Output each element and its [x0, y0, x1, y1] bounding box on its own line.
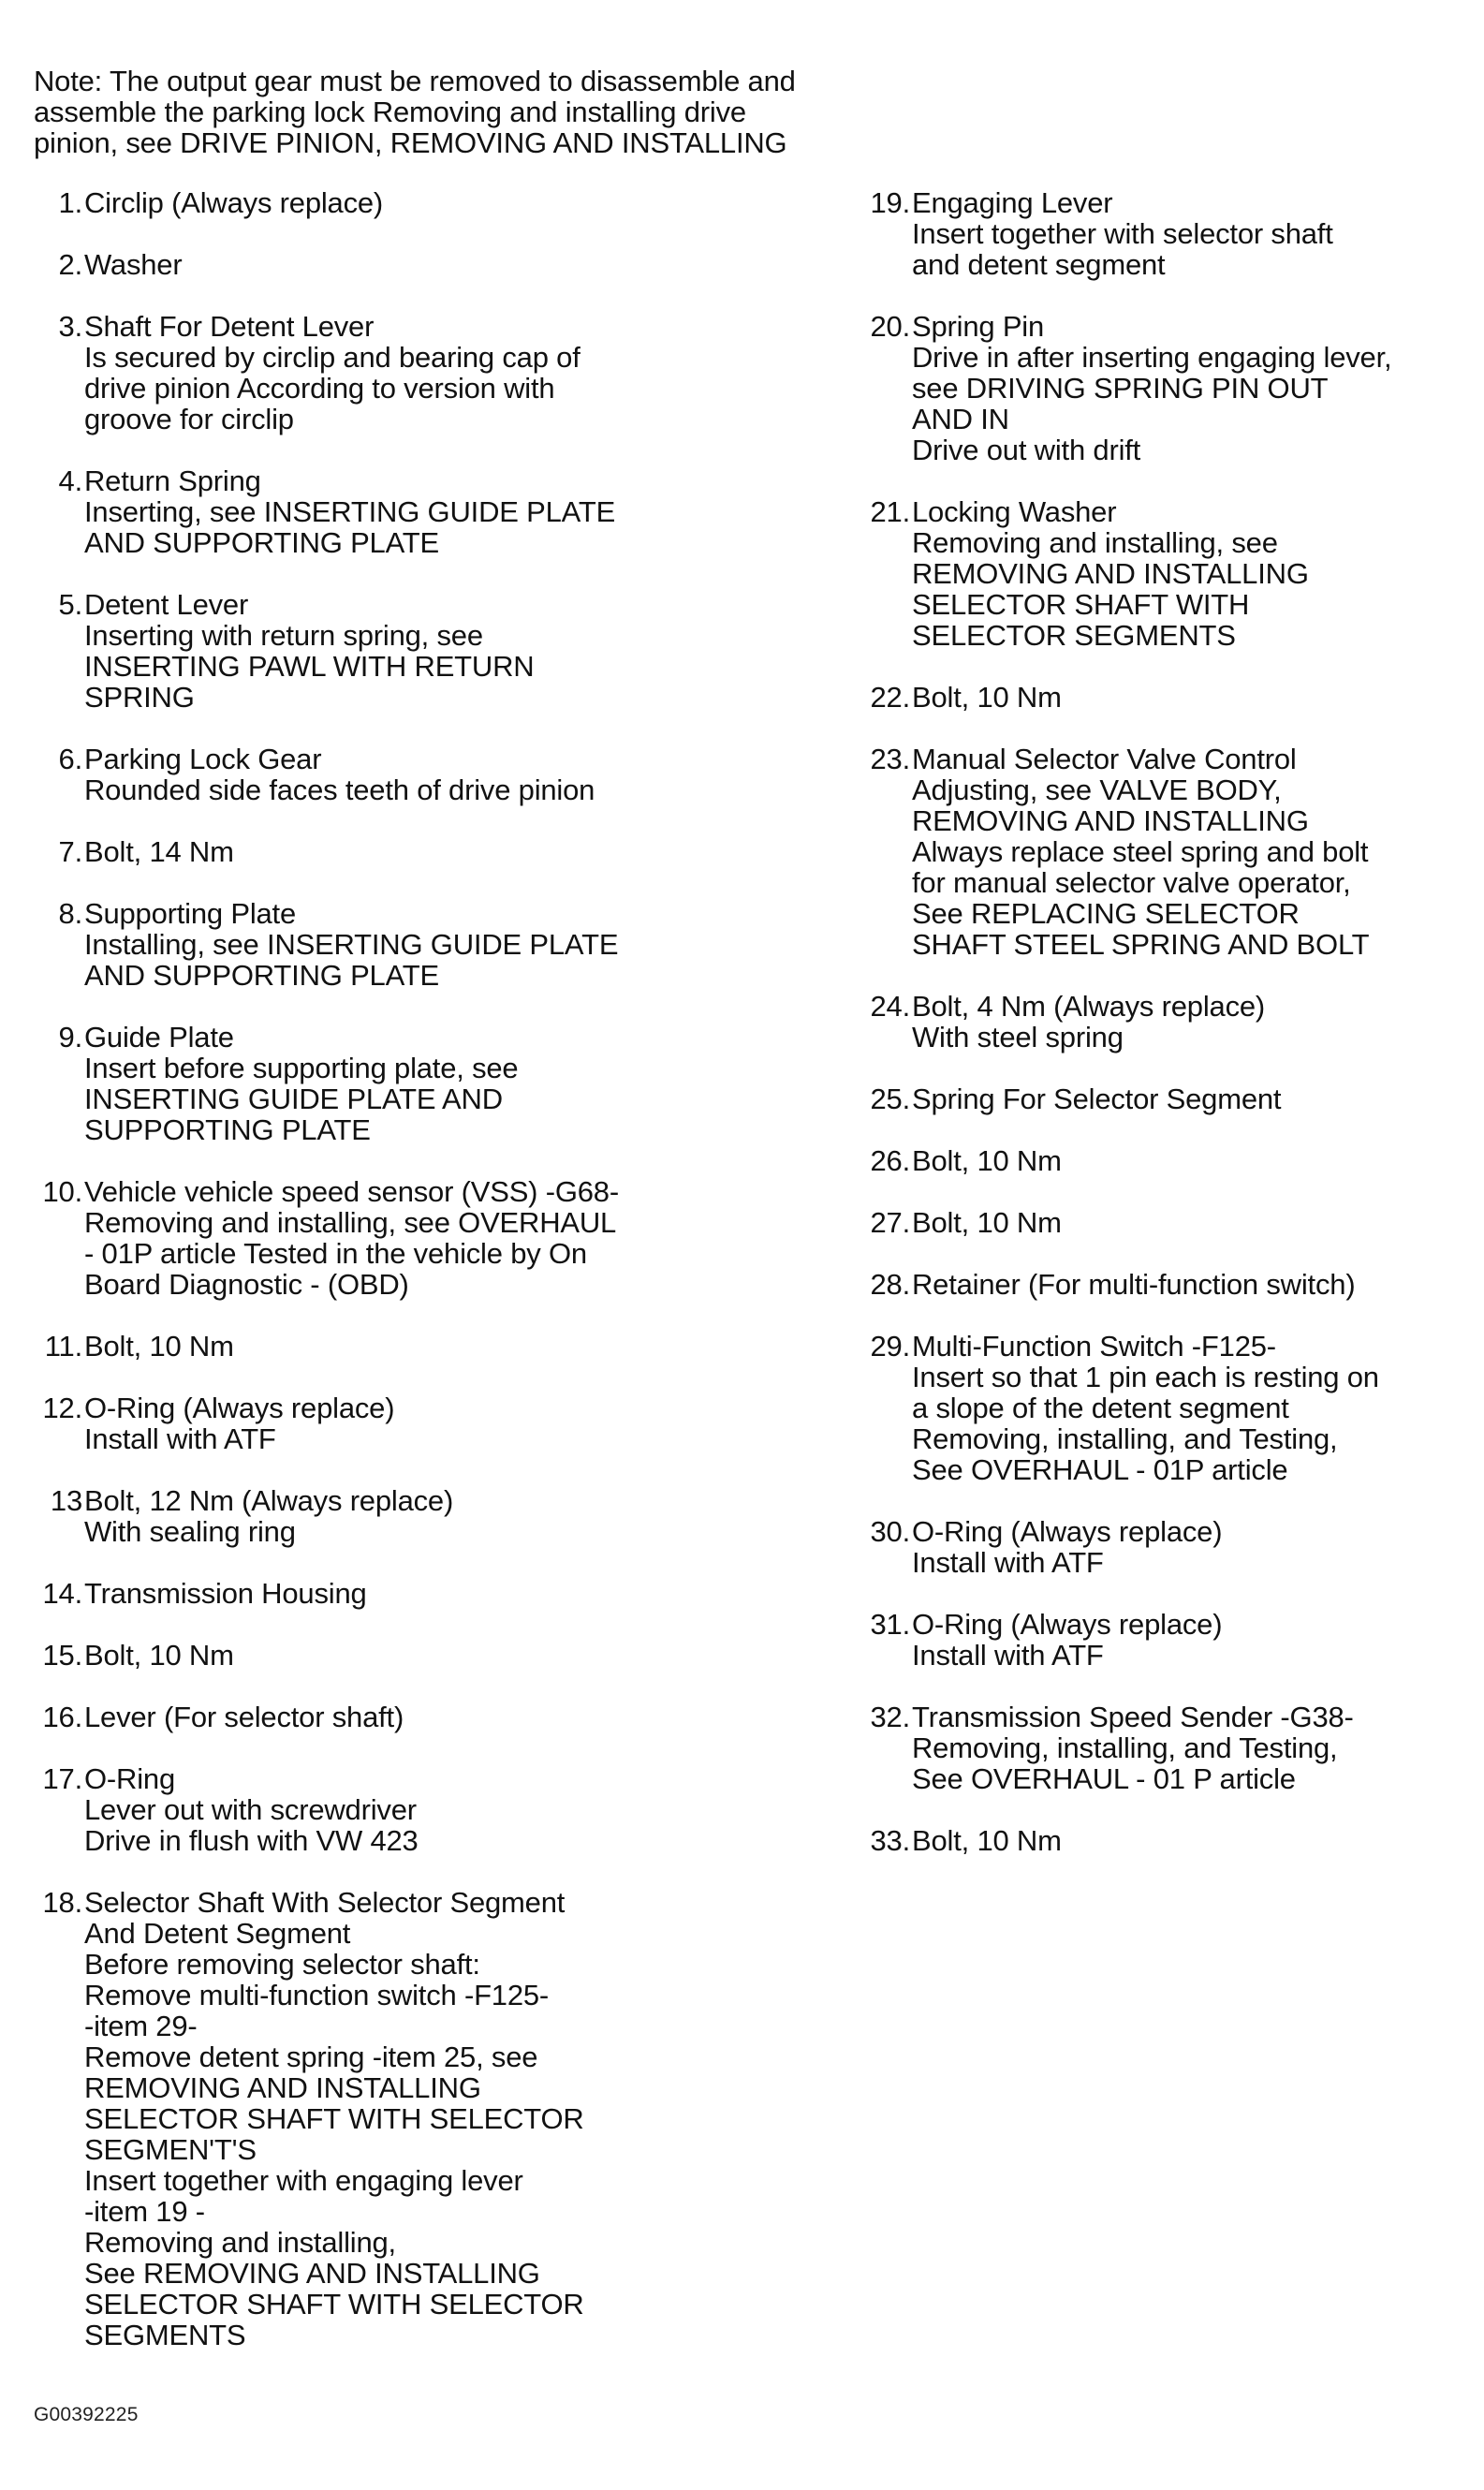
item-title: O-Ring (Always replace): [84, 1392, 395, 1424]
item-title: Shaft For Detent Lever: [84, 310, 375, 343]
item-title: Bolt, 10 Nm: [912, 1144, 1062, 1177]
item-title: Multi-Function Switch -F125-: [912, 1330, 1276, 1363]
item-title: Parking Lock Gear: [84, 743, 322, 775]
item-detail-line: AND SUPPORTING PLATE: [84, 959, 439, 992]
item-text: [84, 744, 839, 805]
item-detail-line: Inserting with return spring, see: [84, 619, 483, 652]
item-title: Bolt, 10 Nm: [912, 1824, 1062, 1857]
item-title: Bolt, 4 Nm (Always replace): [912, 990, 1266, 1023]
item-title: Spring For Selector Segment: [912, 1083, 1282, 1115]
list-item: [34, 1887, 839, 2350]
list-item: [34, 1485, 839, 1547]
item-detail-line: Removing, installing, and Testing,: [912, 1422, 1338, 1455]
item-title: Lever (For selector shaft): [84, 1701, 404, 1733]
list-item: [34, 1763, 839, 1856]
item-detail-line: Insert together with selector shaft: [912, 217, 1333, 250]
item-detail-line: SELECTOR SHAFT WITH SELECTOR: [84, 2102, 584, 2135]
item-detail-line: Before removing selector shaft:: [84, 1948, 480, 1981]
right-parts-list: [861, 187, 1479, 1887]
item-detail-line: Adjusting, see VALVE BODY,: [912, 774, 1282, 806]
item-detail-line: Removing and installing, see OVERHAUL: [84, 1206, 617, 1239]
list-item: [34, 1176, 839, 1300]
item-text: [912, 311, 1479, 465]
item-detail-line: SEGMEN'T'S: [84, 2133, 257, 2166]
item-detail-line: Drive in after inserting engaging lever,: [912, 341, 1392, 374]
list-item: [861, 187, 1479, 280]
item-detail-line: Drive out with drift: [912, 434, 1141, 466]
item-text: [912, 1145, 1479, 1176]
list-item: [34, 1578, 839, 1609]
item-detail-line: See REMOVING AND INSTALLING: [84, 2257, 540, 2290]
item-number: 3.: [58, 310, 82, 343]
item-title: Vehicle vehicle speed sensor (VSS) -G68-: [84, 1175, 619, 1208]
item-title: O-Ring (Always replace): [912, 1515, 1223, 1548]
item-number: 20.: [870, 310, 910, 343]
item-detail-line: and detent segment: [912, 248, 1166, 281]
list-item: [34, 311, 839, 435]
list-item: [34, 1331, 839, 1362]
item-number: 18.: [42, 1886, 82, 1919]
list-item: [34, 589, 839, 713]
item-number: 9.: [58, 1021, 82, 1053]
item-detail-line: SELECTOR SHAFT WITH: [912, 588, 1250, 621]
item-detail-line: Inserting, see INSERTING GUIDE PLATE: [84, 495, 616, 528]
list-item: [861, 1825, 1479, 1856]
item-number: 21.: [870, 495, 910, 528]
left-parts-list: [34, 187, 839, 2381]
item-detail-line: See OVERHAUL - 01P article: [912, 1453, 1288, 1486]
list-item: [861, 1609, 1479, 1671]
list-item: [34, 249, 839, 280]
list-item: [34, 1640, 839, 1671]
item-number: 26.: [870, 1144, 910, 1177]
item-text: [84, 1176, 839, 1300]
item-detail-line: Insert before supporting plate, see: [84, 1052, 519, 1084]
item-number: 28.: [870, 1268, 910, 1301]
item-text: [84, 1022, 839, 1145]
item-text: [84, 1887, 839, 2350]
item-number: 8.: [58, 897, 82, 930]
list-item: [861, 991, 1479, 1053]
item-detail-line: Is secured by circlip and bearing cap of: [84, 341, 580, 374]
item-title: Bolt, 10 Nm: [84, 1330, 234, 1363]
item-title: O-Ring: [84, 1762, 175, 1795]
item-detail-line: REMOVING AND INSTALLING: [84, 2071, 481, 2104]
list-item: [861, 744, 1479, 960]
item-title: Return Spring: [84, 464, 261, 497]
item-title: Washer: [84, 248, 183, 281]
item-detail-line: SPRING: [84, 681, 195, 714]
item-text: [84, 1485, 839, 1547]
item-text: [912, 1083, 1479, 1114]
item-detail-line: SELECTOR SEGMENTS: [912, 619, 1236, 652]
item-text: [84, 1578, 839, 1609]
list-item: [861, 311, 1479, 465]
item-detail-line: Insert so that 1 pin each is resting on: [912, 1361, 1379, 1393]
item-detail-line: -item 29-: [84, 2010, 198, 2042]
list-item: [34, 1022, 839, 1145]
item-text: [84, 465, 839, 558]
item-number: 7.: [58, 835, 82, 868]
list-item: [34, 1702, 839, 1732]
item-detail-line: Removing, installing, and Testing,: [912, 1731, 1338, 1764]
item-text: [84, 187, 839, 218]
item-detail-line: INSERTING GUIDE PLATE AND: [84, 1083, 503, 1115]
item-detail-line: INSERTING PAWL WITH RETURN: [84, 650, 535, 683]
item-detail-line: See REPLACING SELECTOR: [912, 897, 1300, 930]
list-item: [34, 187, 839, 218]
list-item: [34, 1392, 839, 1454]
item-detail-line: Insert together with engaging lever: [84, 2164, 523, 2197]
item-detail-line: groove for circlip: [84, 403, 294, 435]
item-text: [84, 311, 839, 435]
item-detail-line: REMOVING AND INSTALLING: [912, 804, 1309, 837]
item-detail-line: REMOVING AND INSTALLING: [912, 557, 1309, 590]
item-detail-line: See OVERHAUL - 01 P article: [912, 1762, 1296, 1795]
item-text: [84, 898, 839, 991]
item-text: [84, 1640, 839, 1671]
item-text: [84, 1763, 839, 1856]
item-text: [84, 589, 839, 713]
item-detail-line: And Detent Segment: [84, 1917, 351, 1950]
list-item: [34, 836, 839, 867]
item-number: 17.: [42, 1762, 82, 1795]
item-detail-line: Install with ATF: [912, 1546, 1104, 1579]
item-title: Circlip (Always replace): [84, 186, 384, 219]
item-detail-line: Install with ATF: [84, 1422, 276, 1455]
item-text: [912, 744, 1479, 960]
list-item: [861, 1207, 1479, 1238]
item-number: 32.: [870, 1701, 910, 1733]
list-item: [861, 1269, 1479, 1300]
list-item: [861, 1702, 1479, 1794]
item-text: [912, 187, 1479, 280]
item-text: [84, 836, 839, 867]
item-title: Locking Washer: [912, 495, 1117, 528]
item-detail-line: Rounded side faces teeth of drive pinion: [84, 774, 595, 806]
item-number: 33.: [870, 1824, 910, 1857]
note-paragraph: [34, 66, 876, 158]
item-detail-line: Install with ATF: [912, 1639, 1104, 1672]
item-title: Transmission Speed Sender -G38-: [912, 1701, 1354, 1733]
list-item: [861, 1331, 1479, 1485]
item-title: Bolt, 10 Nm: [84, 1639, 234, 1672]
item-detail-line: Lever out with screwdriver: [84, 1793, 417, 1826]
item-number: 13: [50, 1484, 82, 1517]
item-number: 1.: [58, 186, 82, 219]
item-number: 11.: [44, 1330, 82, 1363]
item-detail-line: drive pinion According to version with: [84, 372, 555, 405]
list-item: [861, 1083, 1479, 1114]
item-text: [912, 1516, 1479, 1578]
item-detail-line: Always replace steel spring and bolt: [912, 835, 1369, 868]
item-detail-line: With sealing ring: [84, 1515, 296, 1548]
list-item: [861, 1516, 1479, 1578]
item-number: 15.: [42, 1639, 82, 1672]
item-number: 29.: [870, 1330, 910, 1363]
item-number: 5.: [58, 588, 82, 621]
item-detail-line: SELECTOR SHAFT WITH SELECTOR: [84, 2288, 584, 2321]
item-number: 24.: [870, 990, 910, 1023]
item-text: [912, 991, 1479, 1053]
note-line: Note: The output gear must be removed to disassemble and: [34, 65, 796, 97]
item-number: 2.: [58, 248, 82, 281]
list-item: [34, 465, 839, 558]
item-text: [912, 1609, 1479, 1671]
item-text: [84, 1331, 839, 1362]
item-title: Engaging Lever: [912, 186, 1113, 219]
item-detail-line: AND SUPPORTING PLATE: [84, 526, 439, 559]
item-detail-line: Remove multi-function switch -F125-: [84, 1979, 550, 2011]
item-number: 14.: [42, 1577, 82, 1610]
figure-id: G00392225: [34, 2404, 139, 2425]
item-detail-line: Board Diagnostic - (OBD): [84, 1268, 409, 1301]
item-text: [912, 1825, 1479, 1856]
item-number: 22.: [870, 681, 910, 714]
item-title: Transmission Housing: [84, 1577, 367, 1610]
item-number: 6.: [58, 743, 82, 775]
item-text: [84, 249, 839, 280]
item-title: Bolt, 10 Nm: [912, 681, 1062, 714]
list-item: [34, 744, 839, 805]
item-number: 31.: [870, 1608, 910, 1641]
item-text: [912, 1269, 1479, 1300]
item-number: 19.: [870, 186, 910, 219]
item-number: 30.: [870, 1515, 910, 1548]
item-title: Supporting Plate: [84, 897, 297, 930]
item-text: [912, 1702, 1479, 1794]
item-title: Bolt, 12 Nm (Always replace): [84, 1484, 454, 1517]
item-number: 10.: [42, 1175, 82, 1208]
item-detail-line: SEGMENTS: [84, 2319, 246, 2351]
item-detail-line: With steel spring: [912, 1021, 1124, 1053]
list-item: [34, 898, 839, 991]
note-line: assemble the parking lock Removing and installing drive: [34, 96, 746, 128]
item-number: 25.: [870, 1083, 910, 1115]
item-detail-line: SHAFT STEEL SPRING AND BOLT: [912, 928, 1370, 961]
list-item: [861, 496, 1479, 651]
item-title: O-Ring (Always replace): [912, 1608, 1223, 1641]
item-number: 16.: [42, 1701, 82, 1733]
item-title: Selector Shaft With Selector Segment: [84, 1886, 566, 1919]
item-detail-line: see DRIVING SPRING PIN OUT: [912, 372, 1329, 405]
item-detail-line: Installing, see INSERTING GUIDE PLATE: [84, 928, 619, 961]
item-title: Spring Pin: [912, 310, 1045, 343]
item-detail-line: Removing and installing,: [84, 2226, 396, 2259]
note-line: pinion, see DRIVE PINION, REMOVING AND INSTALLING: [34, 126, 787, 159]
item-title: Retainer (For multi-function switch): [912, 1268, 1356, 1301]
item-title: Detent Lever: [84, 588, 249, 621]
item-detail-line: a slope of the detent segment: [912, 1392, 1289, 1424]
item-title: Guide Plate: [84, 1021, 234, 1053]
item-number: 23.: [870, 743, 910, 775]
item-text: [84, 1702, 839, 1732]
item-text: [912, 1331, 1479, 1485]
item-detail-line: AND IN: [912, 403, 1009, 435]
item-detail-line: - 01P article Tested in the vehicle by On: [84, 1237, 587, 1270]
item-detail-line: Removing and installing, see: [912, 526, 1278, 559]
item-title: Bolt, 14 Nm: [84, 835, 234, 868]
item-detail-line: -item 19 -: [84, 2195, 205, 2228]
item-text: [912, 496, 1479, 651]
item-title: Bolt, 10 Nm: [912, 1206, 1062, 1239]
item-detail-line: Drive in flush with VW 423: [84, 1824, 419, 1857]
item-title: Manual Selector Valve Control: [912, 743, 1297, 775]
item-text: [84, 1392, 839, 1454]
item-text: [912, 682, 1479, 713]
list-item: [861, 1145, 1479, 1176]
item-detail-line: Remove detent spring -item 25, see: [84, 2041, 538, 2073]
item-detail-line: for manual selector valve operator,: [912, 866, 1351, 899]
list-item: [861, 682, 1479, 713]
item-detail-line: SUPPORTING PLATE: [84, 1113, 371, 1146]
item-number: 4.: [58, 464, 82, 497]
item-number: 12.: [42, 1392, 82, 1424]
item-number: 27.: [870, 1206, 910, 1239]
item-text: [912, 1207, 1479, 1238]
